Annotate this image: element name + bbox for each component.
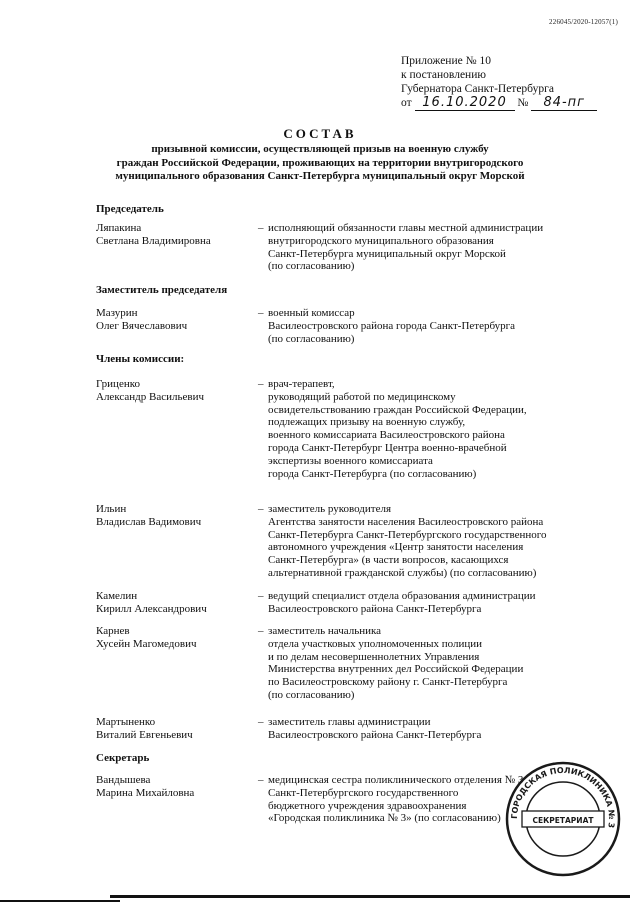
description-line: ведущий специалист отдела образования администрации	[268, 590, 536, 602]
date-prefix: от	[401, 97, 412, 109]
description-line: Санкт-Петербурга» (в части вопросов, касающихся	[268, 554, 509, 567]
dash-separator: –	[258, 774, 264, 786]
description-line: города Санкт-Петербург Центра военно-врачебной	[268, 441, 507, 454]
member-description	[268, 625, 608, 702]
member-given-name: Кирилл Александрович	[96, 602, 207, 615]
section-deputy: Заместитель председателя	[96, 284, 228, 296]
description-line: заместитель главы администрации	[268, 716, 431, 728]
date-field	[415, 96, 515, 111]
description-line: отдела участковых уполномоченных полиции	[268, 637, 483, 650]
dash-separator: –	[258, 716, 264, 728]
description-line: заместитель начальника	[268, 625, 382, 637]
member-name	[96, 716, 256, 742]
description-line: заместитель руководителя	[268, 503, 392, 515]
appendix-date-line	[401, 96, 597, 111]
member-given-name: Хусейн Магомедович	[96, 637, 197, 650]
description-line: руководящий работой по медицинскому	[268, 390, 456, 403]
description-line: по Василеостровскому району г. Санкт-Петербурга	[268, 676, 508, 689]
appendix-block	[401, 54, 597, 111]
description-line: альтернативной гражданской службы) (по согласованию)	[268, 566, 537, 579]
description-line: Санкт-Петербурга Санкт-Петербургского государственного	[268, 528, 547, 541]
member-surname: Карнев	[96, 625, 130, 637]
member-surname: Гриценко	[96, 378, 140, 390]
member-given-name: Виталий Евгеньевич	[96, 728, 193, 741]
description-line: Василеостровского района города Санкт-Петербурга	[268, 319, 516, 332]
subtitle-line-3: муниципального образования Санкт-Петербурга муниципальный округ Морской	[115, 170, 525, 182]
description-line: бюджетного учреждения здравоохранения	[268, 799, 467, 812]
dash-separator: –	[258, 503, 264, 515]
section-secretary: Секретарь	[96, 752, 150, 764]
description-line: автономного учреждения «Центр занятости населения	[268, 541, 524, 554]
member-name	[96, 774, 256, 800]
description-line: Агентства занятости населения Василеостровского района	[268, 515, 544, 528]
appendix-line-2: к постановлению	[401, 69, 486, 81]
member-name	[96, 503, 256, 529]
dash-separator: –	[258, 378, 264, 390]
member-description	[268, 590, 608, 616]
description-line: Василеостровского района Санкт-Петербурга	[268, 728, 482, 741]
dash-separator: –	[258, 590, 264, 602]
description-line: подлежащих призыву на военную службу,	[268, 416, 466, 429]
description-line: (по согласованию)	[268, 332, 355, 345]
description-line: Василеостровского района Санкт-Петербурга	[268, 602, 482, 615]
member-name	[96, 307, 256, 333]
member-surname: Ильин	[96, 503, 127, 515]
date-value: 16.10.2020	[422, 95, 507, 110]
number-value: 84-пг	[543, 95, 586, 110]
description-line: военного комиссариата Василеостровского района	[268, 429, 505, 442]
member-name	[96, 378, 256, 404]
description-line: Санкт-Петербурга муниципальный округ Морской	[268, 247, 506, 260]
description-line: исполняющий обязанности главы местной администрации	[268, 222, 544, 234]
description-line: города Санкт-Петербурга (по согласованию)	[268, 467, 477, 480]
subtitle-line-1: призывной комиссии, осуществляющей призыв на военную службу	[151, 143, 489, 155]
member-given-name: Владислав Вадимович	[96, 515, 202, 528]
number-field	[531, 96, 597, 111]
description-line: медицинская сестра поликлинического отделения № 3	[268, 774, 524, 786]
description-line: и по делам несовершеннолетних Управления	[268, 650, 480, 663]
description-line: «Городская поликлиника № 3» (по согласованию)	[268, 812, 501, 825]
section-chairman: Председатель	[96, 203, 164, 215]
dash-separator: –	[258, 625, 264, 637]
section-members: Члены комиссии:	[96, 353, 185, 365]
description-line: (по согласованию)	[268, 688, 355, 701]
member-name	[96, 590, 256, 616]
member-name	[96, 222, 256, 248]
member-surname: Мартыненко	[96, 716, 156, 728]
stamp-outer-text: ГОРОДСКАЯ ПОЛИКЛИНИКА № 3	[509, 765, 617, 829]
description-line: экспертизы военного комиссариата	[268, 454, 433, 467]
member-description	[268, 503, 608, 580]
number-prefix: №	[517, 97, 529, 109]
member-surname: Ляпакина	[96, 222, 142, 234]
description-line: Санкт-Петербургского государственного	[268, 786, 459, 799]
description-line: Министерства внутренних дел Российской Федерации	[268, 663, 524, 676]
member-given-name: Олег Вячеславович	[96, 319, 188, 332]
member-description	[268, 307, 608, 345]
description-line: внутригородского муниципального образования	[268, 234, 494, 247]
document-subtitle	[40, 143, 600, 184]
bottom-divider	[110, 895, 630, 898]
member-surname: Мазурин	[96, 307, 138, 319]
stamp-center-text: СЕКРЕТАРИАТ	[532, 816, 594, 825]
seal-stamp	[504, 760, 622, 878]
member-name	[96, 625, 256, 651]
dash-separator: –	[258, 307, 264, 319]
bottom-divider-left	[0, 900, 120, 902]
member-surname: Вандышева	[96, 774, 151, 786]
member-surname: Камелин	[96, 590, 138, 602]
document-title: СОСТАВ	[283, 126, 357, 141]
member-given-name: Светлана Владимировна	[96, 234, 211, 247]
description-line: (по согласованию)	[268, 260, 355, 273]
member-description	[268, 378, 608, 480]
member-given-name: Марина Михайловна	[96, 786, 195, 799]
document-number: 226045/2020-12057(1)	[549, 18, 618, 26]
appendix-line-1: Приложение № 10	[401, 55, 491, 67]
description-line: военный комиссар	[268, 307, 355, 319]
description-line: врач-терапевт,	[268, 378, 335, 390]
subtitle-line-2: граждан Российской Федерации, проживающих на территории внутригородского	[116, 156, 524, 169]
member-description	[268, 222, 608, 273]
description-line: освидетельствованию граждан Российской Федерации,	[268, 403, 527, 416]
appendix-line-3: Губернатора Санкт-Петербурга	[401, 83, 554, 95]
member-given-name: Александр Васильевич	[96, 390, 205, 403]
member-description	[268, 716, 608, 742]
dash-separator: –	[258, 222, 264, 234]
